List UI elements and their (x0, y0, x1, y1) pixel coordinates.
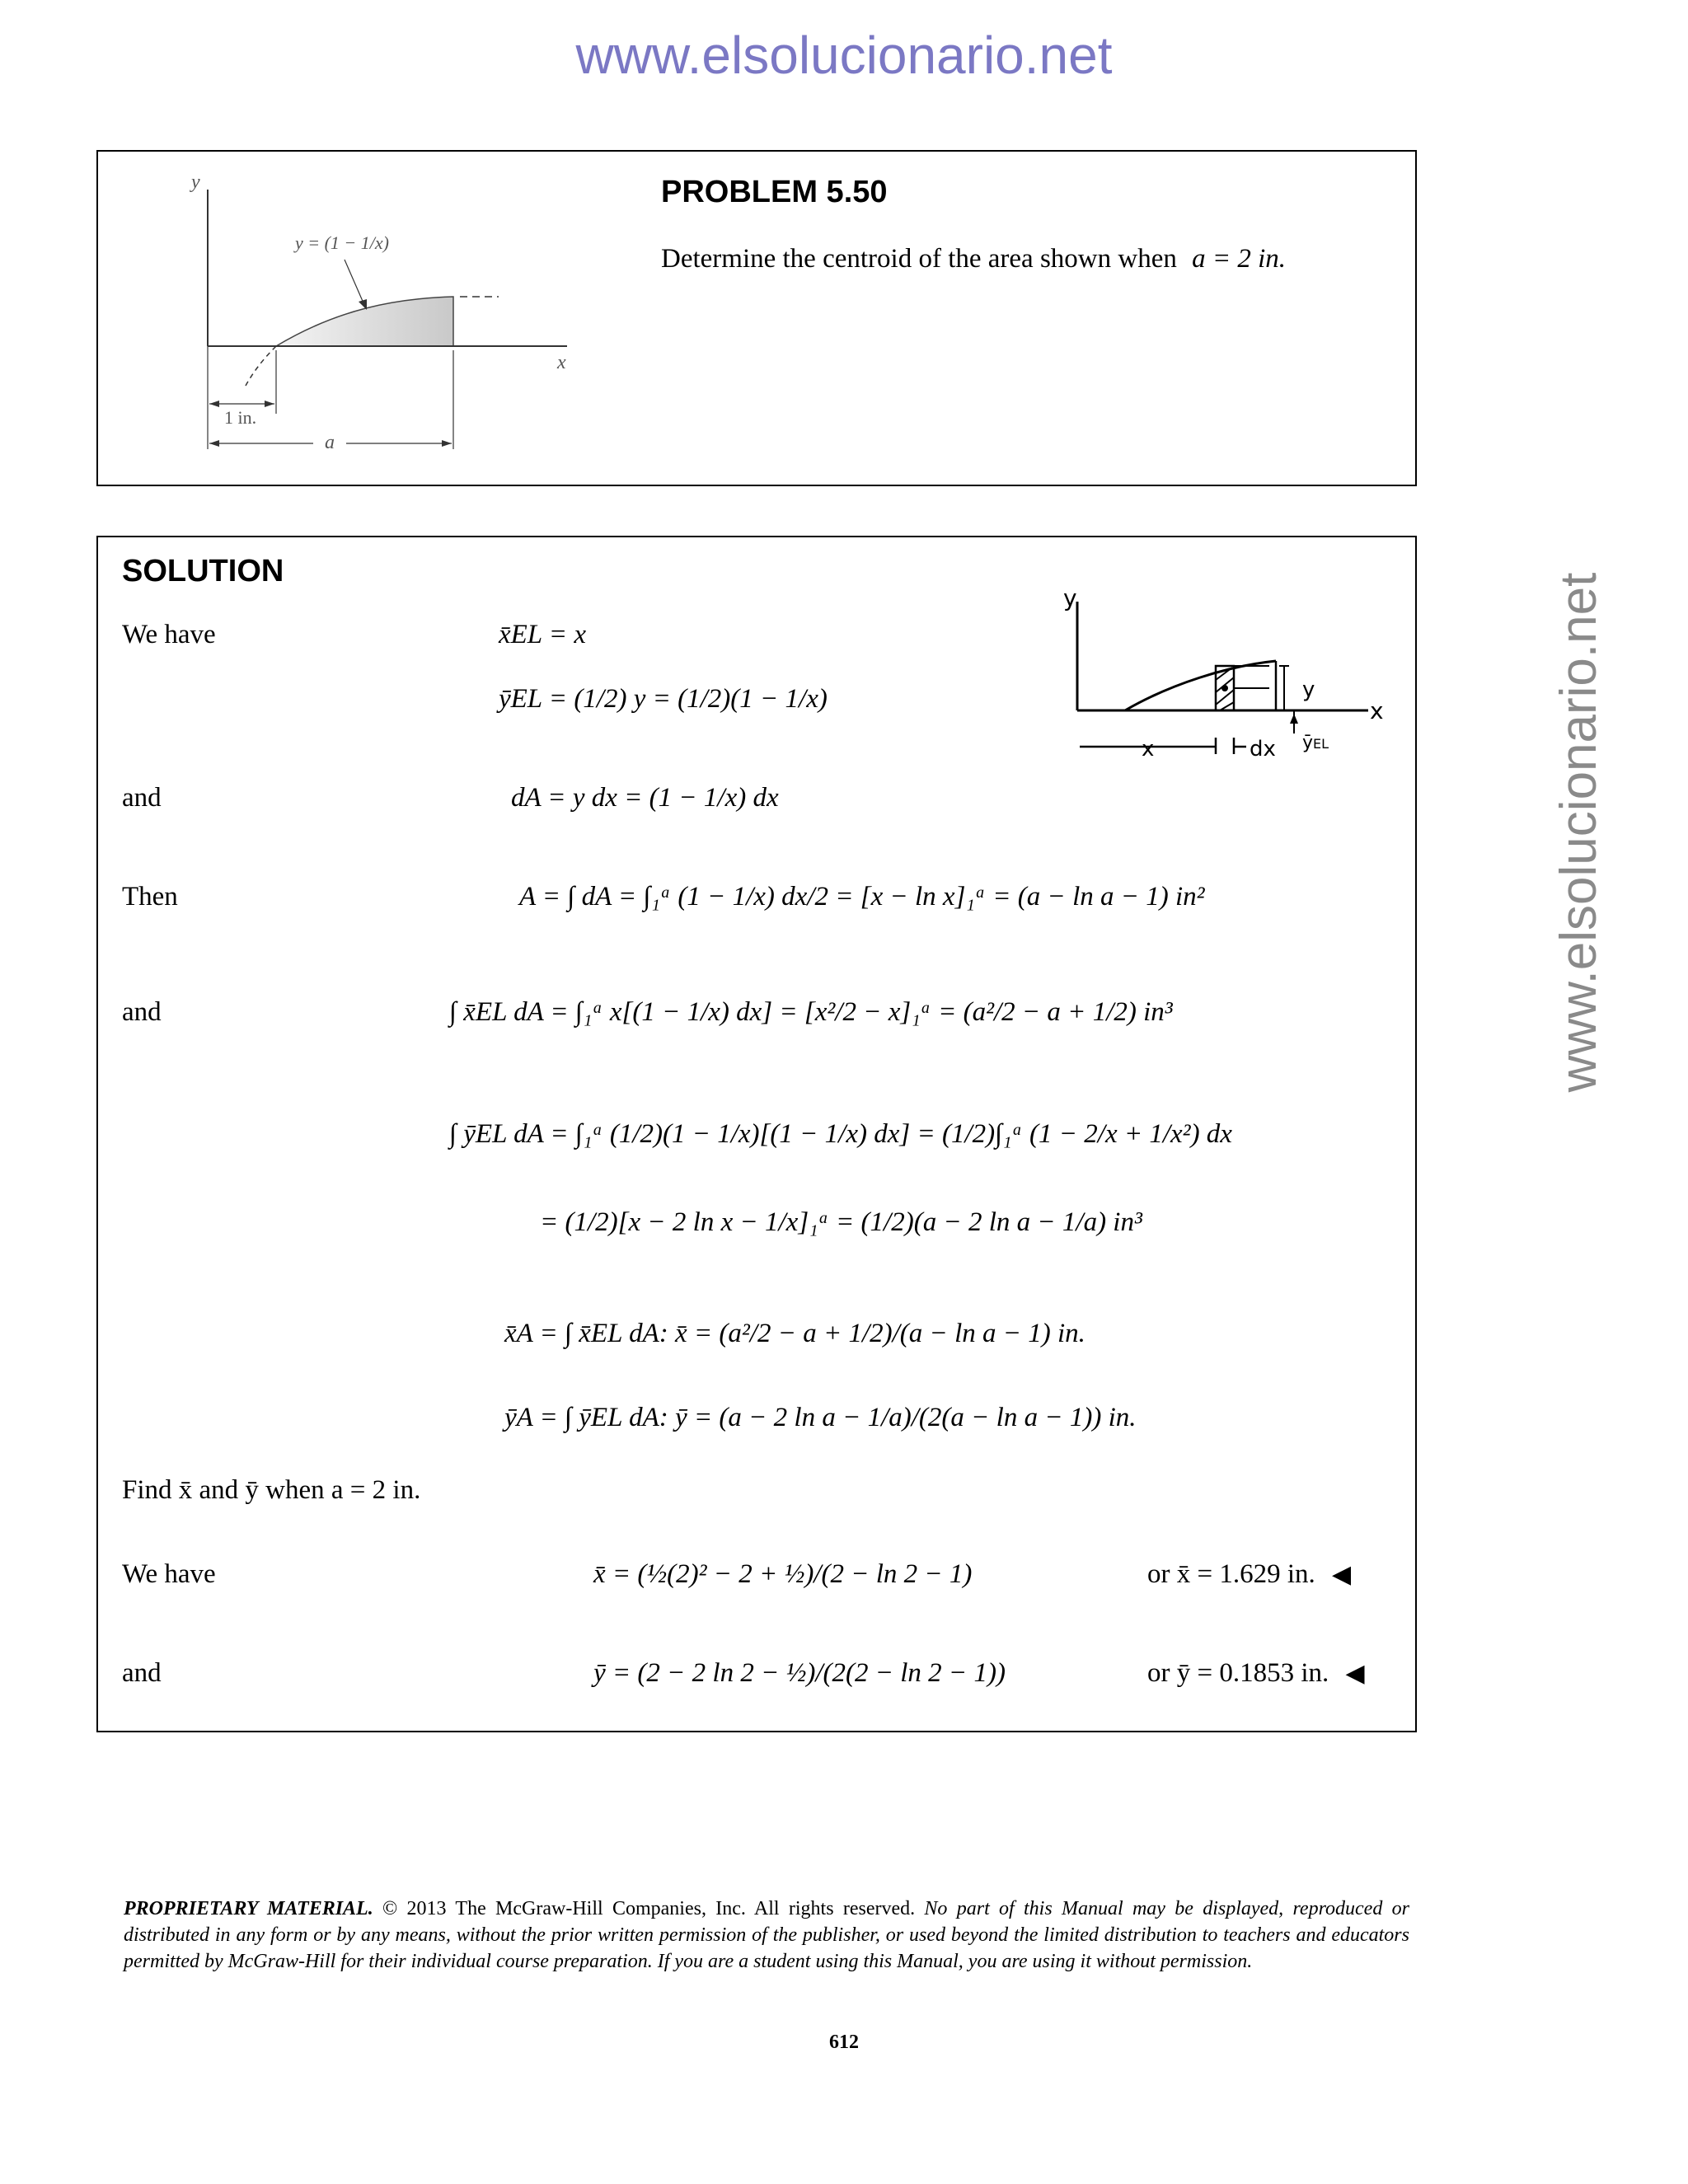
fig-curve-label: y = (1 − 1/x) (295, 232, 389, 253)
row4-label: Then (122, 882, 178, 912)
row3-equation: dA = y dx = (1 − 1/x) dx (511, 783, 779, 813)
row5-label: and (122, 997, 162, 1027)
page-number: 612 (829, 2032, 859, 2053)
curve-leader (345, 260, 364, 305)
y-bar-result: or ȳ = 0.1853 in. (1147, 1658, 1329, 1688)
row9-equation: ȳA = ∫ ȳEL dA: ȳ = (a − 2 ln a − 1/a)/(2(a − ln a − 1)) in. (504, 1403, 1137, 1432)
row12-result (1147, 1658, 1365, 1689)
footer-italic: No part of this Manual may be displayed, reproduced or distributed in any form or by any means, without the prior written permission of the publisher, or used beyond the limited distribution to teachers and educators permitted by McGraw-Hill for their individual course preparation. If you are a student using this Manual, you are using it without permission. (124, 1898, 1409, 1972)
sketch-x-dim: x (1142, 737, 1155, 762)
row12-label: and (122, 1658, 162, 1688)
statement-value: a = 2 in. (1192, 244, 1287, 274)
x-bar-result: or x̄ = 1.629 in. (1147, 1559, 1315, 1589)
row7-equation: = (1/2)[x − 2 ln x − 1/x]₁ᵃ = (1/2)(a − 2 ln a − 1/a) in³ (540, 1207, 1142, 1237)
watermark-top: www.elsolucionario.net (575, 26, 1113, 85)
sketch-x-label: x (1370, 697, 1384, 724)
answer-marker-icon: ◀ (1332, 1560, 1352, 1589)
fig-x-label: x (557, 352, 566, 373)
row4-equation: A = ∫ dA = ∫₁ᵃ (1 − 1/x) dx/2 = [x − ln x]₁ᵃ = (a − ln a − 1) in² (519, 882, 1205, 912)
sketch-dx-label: dx (1250, 737, 1276, 762)
watermark-side: www.elsolucionario.net (1550, 572, 1607, 1093)
footer-notice (124, 1896, 1409, 1975)
footer-normal: © 2013 The McGraw-Hill Companies, Inc. All rights reserved. (373, 1898, 925, 1919)
footer-bold: PROPRIETARY MATERIAL. (124, 1898, 373, 1919)
row1-label: We have (122, 620, 216, 649)
answer-marker-icon: ◀ (1345, 1659, 1365, 1688)
row5-equation: ∫ x̄EL dA = ∫₁ᵃ x[(1 − 1/x) dx] = [x²/2 − x]₁ᵃ = (a²/2 − a + 1/2) in³ (449, 997, 1173, 1027)
problem-statement (661, 244, 1286, 274)
solution-title: SOLUTION (122, 554, 284, 588)
sketch-y-label: y (1063, 584, 1077, 612)
sketch-curve (1125, 661, 1276, 710)
row1-equation: x̄EL = x (499, 620, 586, 649)
fig-dim-1-label: 1 in. (224, 407, 257, 428)
row12-equation: ȳ = (2 − 2 ln 2 − ½)/(2(2 − ln 2 − 1)) (593, 1658, 1006, 1688)
row11-label: We have (122, 1559, 216, 1589)
statement-prefix: Determine the centroid of the area shown when (661, 244, 1177, 274)
sketch-yel-label: ȳEL (1302, 733, 1329, 753)
dashed-curve (246, 346, 276, 386)
fig-y-label: y (191, 171, 200, 193)
sketch-y-dim: y (1302, 677, 1315, 702)
row3-label: and (122, 783, 162, 813)
row2-equation: ȳEL = (1/2) y = (1/2)(1 − 1/x) (499, 684, 828, 714)
fig-dim-a-label: a (325, 432, 335, 453)
solution-sketch (1063, 577, 1393, 766)
row11-result (1147, 1559, 1351, 1590)
row8-equation: x̄A = ∫ x̄EL dA: x̄ = (a²/2 − a + 1/2)/(a − ln a − 1) in. (504, 1319, 1085, 1348)
row11-equation: x̄ = (½(2)² − 2 + ½)/(2 − ln 2 − 1) (593, 1559, 973, 1589)
problem-figure (181, 165, 610, 470)
row10-label: Find x̄ and ȳ when a = 2 in. (122, 1475, 421, 1505)
problem-title: PROBLEM 5.50 (661, 175, 888, 209)
row6-equation: ∫ ȳEL dA = ∫₁ᵃ (1/2)(1 − 1/x)[(1 − 1/x) dx] = (1/2)∫₁ᵃ (1 − 2/x + 1/x²) dx (449, 1119, 1232, 1149)
